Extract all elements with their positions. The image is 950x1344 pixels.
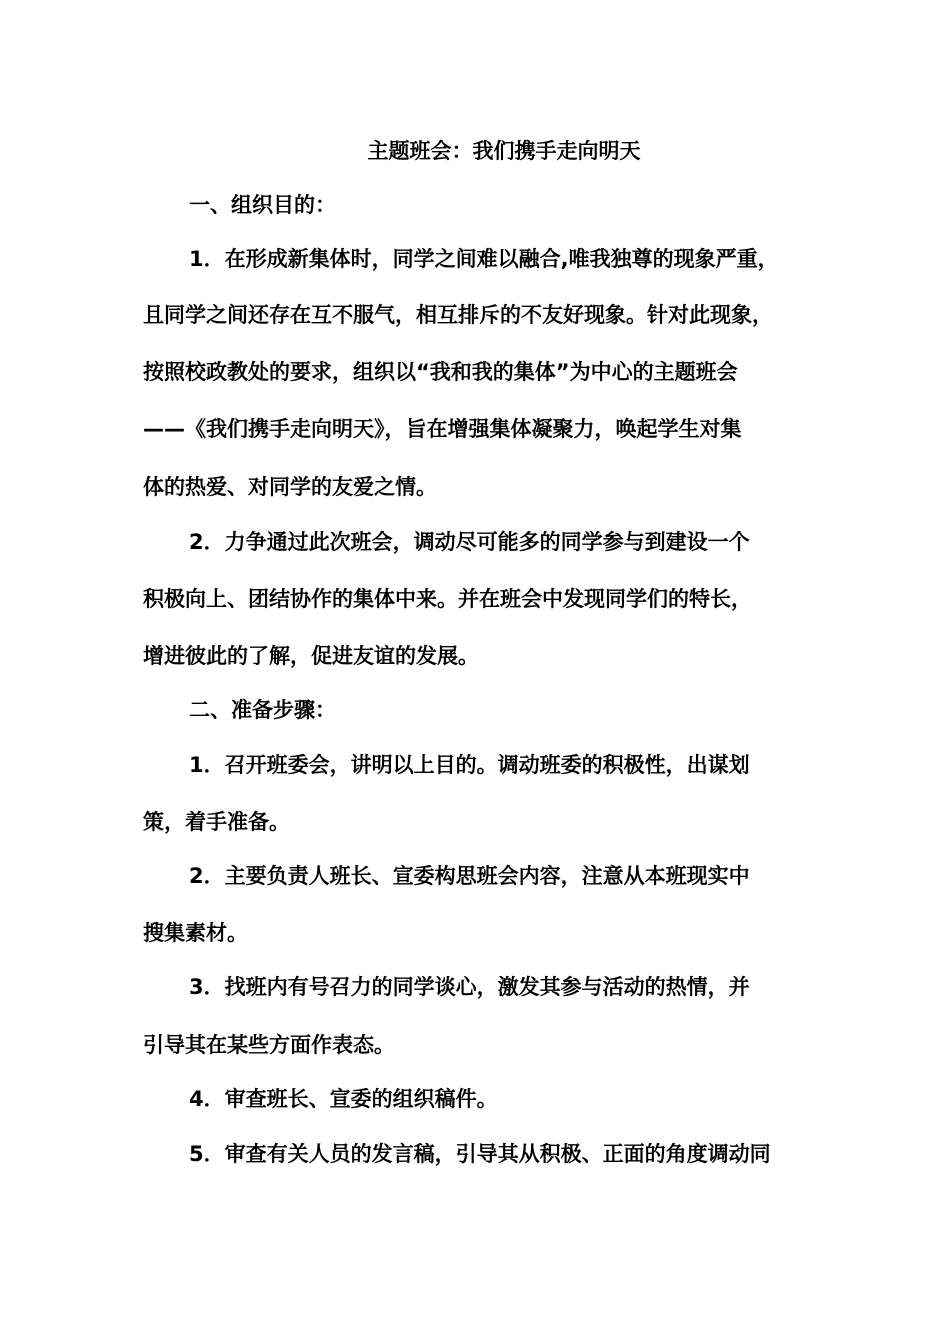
paragraph-line: 5．审查有关人员的发言稿，引导其从积极、正面的角度调动同 (189, 1142, 771, 1166)
paragraph-line: 1．在形成新集体时，同学之间难以融合,唯我独尊的现象严重， (189, 247, 779, 271)
document-title: 主题班会：我们携手走向明天 (367, 139, 641, 163)
paragraph-line: 2．力争通过此次班会，调动尽可能多的同学参与到建设一个 (189, 530, 750, 554)
paragraph-line: 引导其在某些方面作表态。 (143, 1033, 395, 1057)
section-heading-purpose: 一、组织目的： (189, 193, 336, 217)
section-heading-steps: 二、准备步骤： (189, 698, 336, 722)
paragraph-line: 增进彼此的了解，促进友谊的发展。 (143, 644, 479, 668)
paragraph-line: 策，着手准备。 (143, 810, 290, 834)
paragraph-line: 按照校政教处的要求，组织以“我和我的集体”为中心的主题班会 (143, 360, 738, 384)
paragraph-line: 3．找班内有号召力的同学谈心，激发其参与活动的热情，并 (189, 975, 750, 999)
paragraph-line: 搜集素材。 (143, 921, 248, 945)
paragraph-line: 2．主要负责人班长、宣委构思班会内容，注意从本班现实中 (189, 864, 750, 888)
paragraph-line: 4．审查班长、宣委的组织稿件。 (189, 1087, 498, 1111)
paragraph-line: 且同学之间还存在互不服气，相互排斥的不友好现象。针对此现象， (143, 303, 773, 327)
paragraph-line: 积极向上、团结协作的集体中来。并在班会中发现同学们的特长， (143, 587, 752, 611)
paragraph-line: ——《我们携手走向明天》，旨在增强集体凝聚力，唤起学生对集 (143, 417, 742, 441)
paragraph-line: 体的热爱、对同学的友爱之情。 (143, 475, 437, 499)
paragraph-line: 1．召开班委会，讲明以上目的。调动班委的积极性，出谋划 (189, 753, 750, 777)
